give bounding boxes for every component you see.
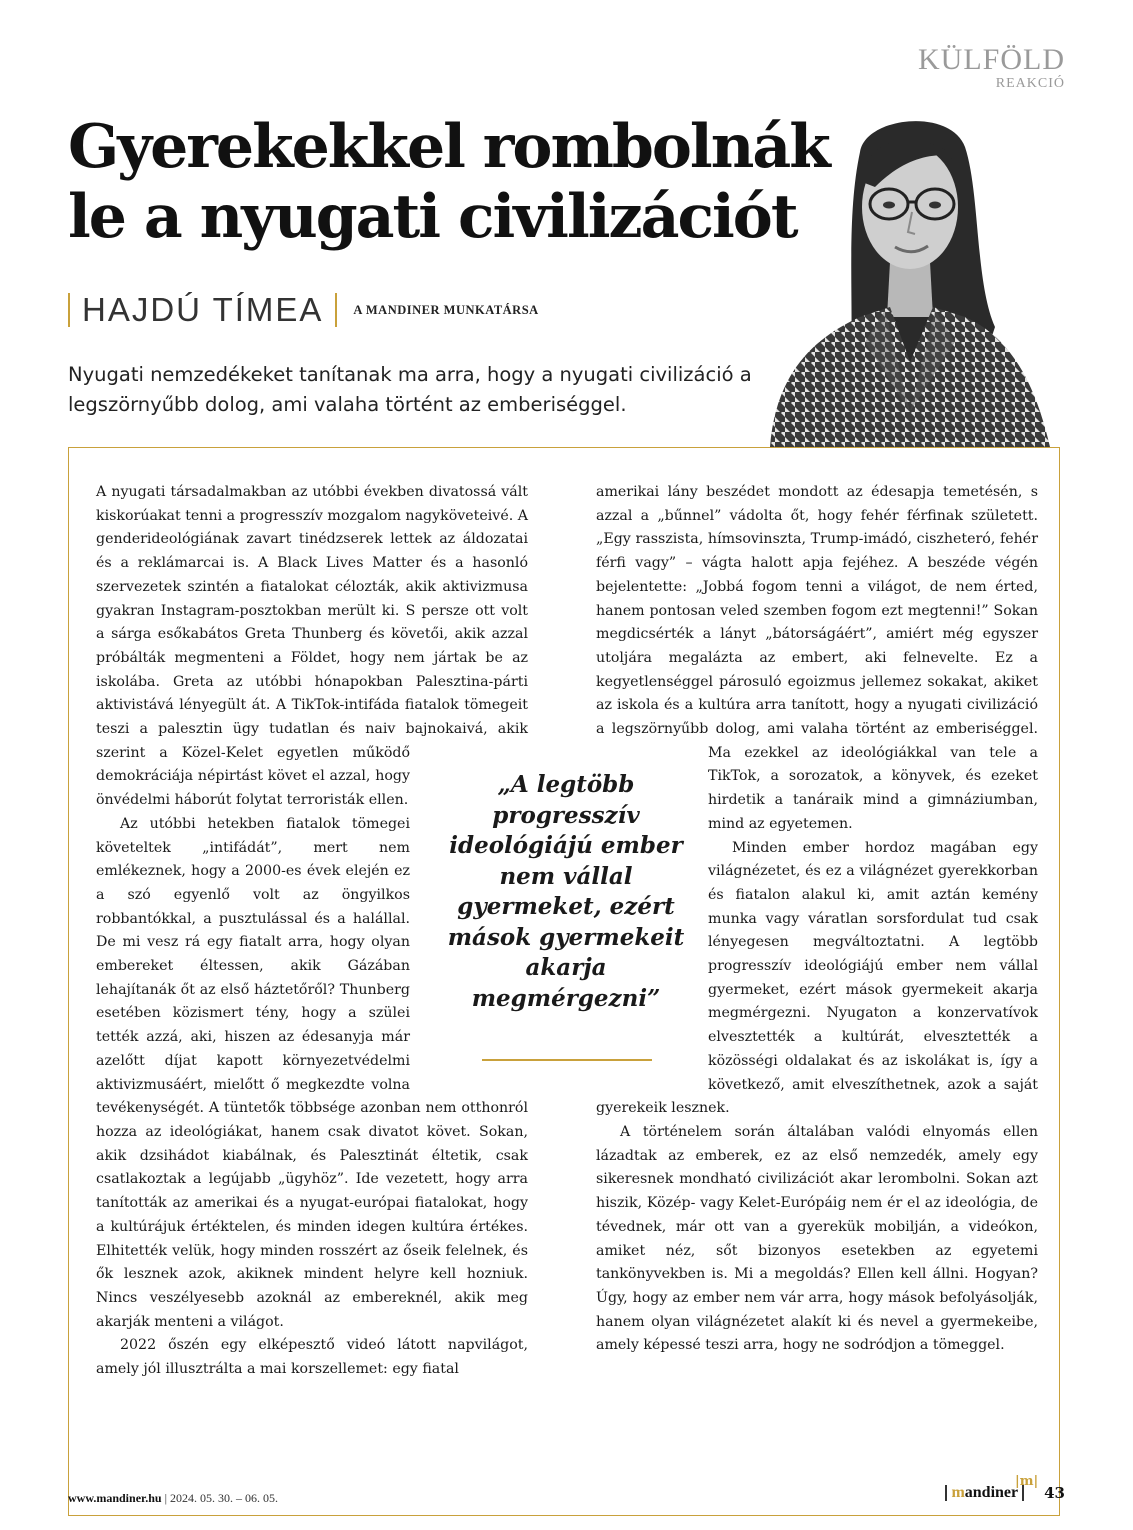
author-name: HAJDÚ TÍMEA — [82, 291, 324, 328]
section-title: KÜLFÖLD — [918, 43, 1065, 76]
footer-brand — [945, 1484, 1065, 1502]
section-subtitle: REAKCIÓ — [995, 76, 1065, 91]
author-portrait — [765, 112, 1055, 447]
paragraph: 2022 őszén egy elképesztő videó látott napvilágot, amely jól illusztrálta a mai korszellemet: egy fiatal — [96, 1337, 528, 1378]
footer-site: www.mandiner.hu — [68, 1491, 162, 1505]
author-role: A MANDINER MUNKATÁRSA — [353, 302, 539, 317]
section-label — [918, 44, 1065, 92]
pull-quote-rule — [482, 1059, 652, 1061]
mandiner-logo: mandiner — [945, 1485, 1024, 1501]
article-lead: Nyugati nemzedékeket tanítanak ma arra, hogy a nyugati civilizáció a legszörnyűbb dolog, ami valaha történt az emberiséggel. — [68, 363, 752, 416]
paragraph: Az utóbbi hetekben fiatalok tömegei követeltek „intifádát”, mert nem emlékeznek, hogy a 2000-es évek elején ez a szó egyenlő volt az öngyilkos robbantókkal, a pusztulással és a halállal. De mi vesz rá egy fiatalt arra, hogy olyan embereket éltessen, akik Gázában lehajítanák őt az első háztetőről? Thunberg esetében közismert tény, hogy a szülei tették azzá, aki, hiszen az édesanyja már azelőtt díjat kapott környezetvédelmi aktivizmusáért, mielőtt ő megkezdte volna tevékenységét. A tüntetők többsége azonban nem otthonról hozza az ideológiákat, hanem csak divatot követ. Sokan, akik dzsihádot kiabálnak, és Palesztinát éltetik, csak csatlakoztak a legújabb „ügyhöz”. Ide vezetett, hogy arra tanították az amerikai és a nyugat-európai fiatalokat, hogy a kultúrájuk értéktelen, és minden idegen kultúra értékes. Elhitették velük, hogy minden rosszért az őseik felelnek, és ők lesznek azok, akiknek mindent helyre kell hozniuk. Nincs veszélyesebb azoknál az embereknél, akik meg akarják menteni a világot. — [96, 815, 528, 1330]
paragraph: A nyugati társadalmakban az utóbbi években divatossá vált kiskorúakat tenni a progresszív mozgalom nagyköveteivé. A genderideológiának zavart tinédzserek lettek az áldozatai és a reklámarcai is. A Black Lives Matter és a hasonló szervezetek szintén a fiatalokat célozták, akik aktivizmusa gyakran Instagram-posztokban merült ki. S persze ott volt a sárga esőkabátos Greta Thunberg és követői, akik azzal próbálták megmenteni a Földet, hogy nem jártak be az iskolába. Greta az utóbbi hónapokban Palesztina-párti aktivistává lényegült át. A TikTok-intifáda fiatalok tömegeit teszi a palesztin ügy tudatlan és naiv bajnokaivá, akik szerint a Közel-Kelet egyetlen működő demokráciája népirtást követ el azzal, hogy önvédelmi háborút folytat terroristák ellen. — [96, 484, 528, 809]
paragraph: Minden ember hordoz magában egy világnézetet, és ez a világnézet gyerekkorban és fiatalon alakul ki, amit aztán kemény munka vagy váratlan sorsfordulat tud csak lényegesen megváltoztatni. A legtöbb progresszív ideológiájú ember nem vállal gyermeket, ezért mások gyermekeit akarja megmérgezni. Nyugaton a konzervatívok elvesztették a kultúrát, elvesztették a közösségi oldalakat és az iskolákat is, így a következő, amit elveszíthetnek, azok a saját gyerekeik lesznek. — [596, 839, 1038, 1117]
page-number: 43 — [1044, 1484, 1065, 1502]
pull-quote: „A legtöbb progresszív ideológiájú ember nem vállal gyermeket, ezért mások gyermekeit akarja megmérgezni” — [447, 771, 685, 1012]
article-headline: Gyerekekkel rombolnák le a nyugati civilizációt — [68, 112, 829, 252]
byline-divider-right — [335, 293, 337, 327]
end-mark-icon: |m| — [1015, 1474, 1039, 1489]
footer-dates: 2024. 05. 30. – 06. 05. — [170, 1491, 278, 1505]
footer-issue-info: www.mandiner.hu | 2024. 05. 30. – 06. 05. — [68, 1491, 278, 1505]
paragraph: A történelem során általában valódi elnyomás ellen lázadtak az emberek, ez az első nemzedék, amely egy sikeresnek mondható civilizációt akar lerombolni. Sokan azt hiszik, Közép- vagy Kelet-Európáig nem ér el az ideológia, de tévednek, már ott van a gyerekük mobilján, a videókon, amiket néz, sőt bizonyos esetekben az egyetemi tankönyvekben is. Mi a megoldás? Ellen kell állni. Hogyan? Úgy, hogy az ember nem vár arra, hogy mások befolyásolják, hanem olyan világnézetet alakít ki és nevel a gyermekeibe, amely képessé teszi arra, hogy ne sodródjon a tömeggel. — [596, 1123, 1038, 1354]
byline — [68, 290, 539, 330]
paragraph: amerikai lány beszédet mondott az édesapja temetésén, s azzal a „bűnnel” vádolta őt, hogy fehér férfinak született. „Egy rasszista, hímsovinszta, Trump-imádó, ciszheteró, fehér férfi vagy” – vágta halott apja fejéhez. A beszéde végén bejelentette: „Jobbá fogom tenni a világot, de nem érted, hanem pontosan veled szemben fogom ezt megtenni!” Sokan megdicsérték a lányt „bátorságáért”, amiért még egyszer utoljára megalázta az embert, aki felnevelte. Ez a kegyetlenséggel párosuló egoizmus jellemez sokakat, akiket az iskola és a kultúra arra tanított, hogy a nyugati civilizáció a legszörnyűbb dolog, ami valaha történt az emberiséggel. Ma ezekkel az ideológiákkal van tele a TikTok, a sorozatok, a könyvek, és ezeket hirdetik a tanáraik mind a gimnáziumban, mind az egyetemen. — [596, 484, 1038, 832]
